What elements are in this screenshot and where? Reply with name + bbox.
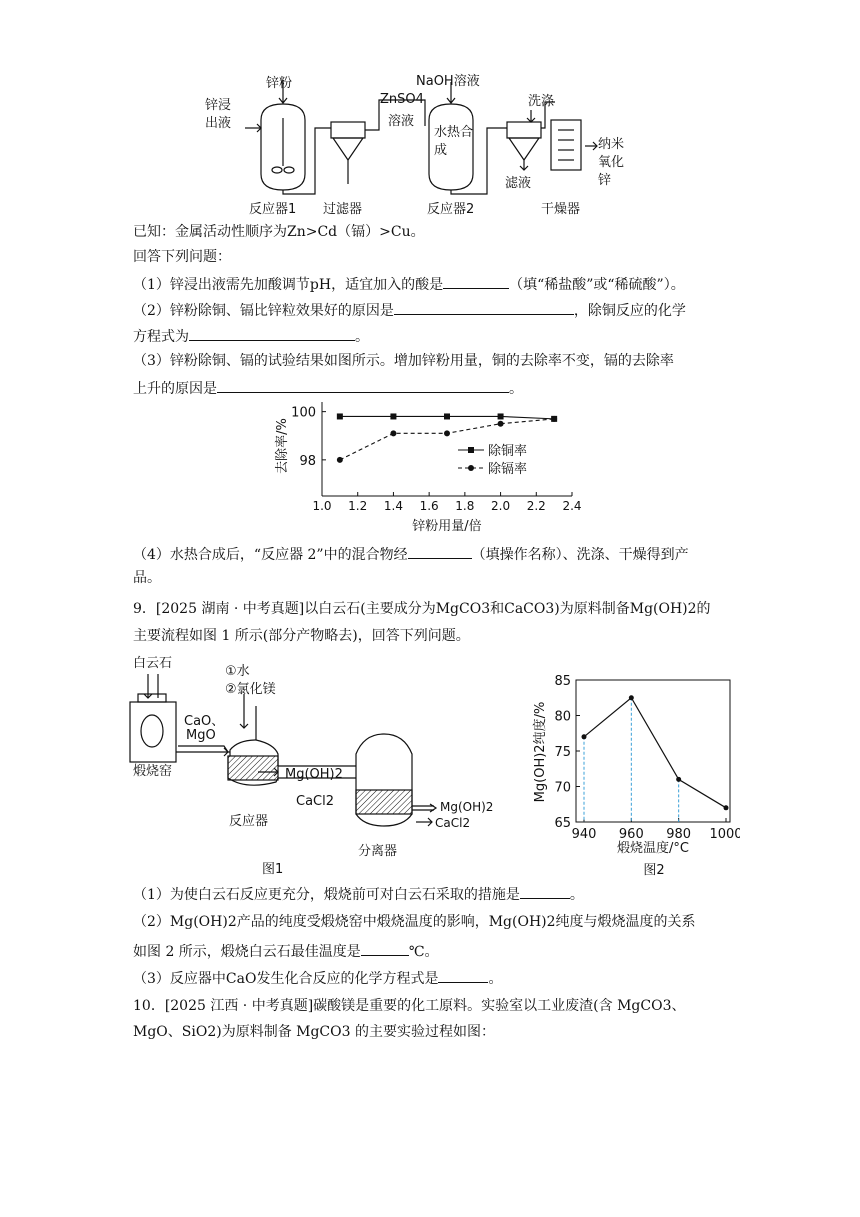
question-8-1 bbox=[133, 273, 685, 295]
answer-intro: 回答下列问题： bbox=[133, 249, 231, 265]
legend-label: 除铜率 bbox=[488, 444, 528, 459]
cao-label: CaO、 bbox=[184, 714, 225, 729]
data-point bbox=[498, 413, 504, 419]
data-point bbox=[498, 421, 504, 427]
x-tick-label: 2.4 bbox=[562, 499, 582, 513]
output-cacl2-label: CaCl2 bbox=[435, 816, 471, 830]
question-9-2-line2-text: 如图 2 所示，煅烧白云石最佳温度是 bbox=[133, 944, 361, 960]
x-tick-label: 1.6 bbox=[419, 499, 439, 513]
question-8-3-line1: （3）锌粉除铜、镉的试验结果如图所示。增加锌粉用量，铜的去除率不变，镉的去除率 bbox=[133, 353, 674, 369]
question-8-2-line2-tail: 。 bbox=[355, 329, 369, 345]
filter-label: 过滤器 bbox=[323, 202, 363, 217]
question-8-2-text: （2）锌粉除铜、镉比锌粒效果好的原因是 bbox=[133, 303, 394, 319]
output-mgoh2-label: Mg(OH)2 bbox=[440, 800, 494, 814]
y-tick-label: 75 bbox=[554, 745, 571, 760]
x-tick-label: 1.8 bbox=[455, 499, 475, 513]
leach-liquid-label: 锌浸出液 bbox=[205, 98, 232, 131]
question-8-3-line2-tail: 。 bbox=[509, 381, 523, 397]
y-tick-label: 85 bbox=[554, 674, 571, 689]
chart-title: 图2 bbox=[643, 863, 665, 878]
question-9-3 bbox=[133, 967, 502, 989]
legend-marker bbox=[468, 447, 474, 453]
answer-blank[interactable] bbox=[520, 883, 570, 899]
x-tick-label: 1.4 bbox=[383, 499, 403, 513]
x-tick-label: 2.0 bbox=[491, 499, 511, 513]
question-8-1-text: （1）锌浸出液需先加酸调节pH，适宜加入的酸是 bbox=[133, 277, 444, 293]
answer-blank[interactable] bbox=[408, 543, 472, 559]
data-point bbox=[444, 413, 450, 419]
data-point bbox=[337, 413, 343, 419]
question-9-2-line2 bbox=[133, 940, 438, 962]
wash-label: 洗涤 bbox=[528, 94, 555, 109]
removal-rate-chart bbox=[270, 398, 590, 544]
question-9-3-tail: 。 bbox=[488, 971, 503, 987]
y-axis-label: Mg(OH)2纯度/% bbox=[533, 701, 548, 803]
data-point bbox=[390, 430, 396, 436]
naoh-label: NaOH溶液 bbox=[416, 74, 480, 89]
zinc-powder-label: 锌粉 bbox=[266, 76, 293, 91]
data-point bbox=[444, 430, 450, 436]
question-8-4-line1 bbox=[133, 543, 689, 565]
question-8-4-line2: 品。 bbox=[133, 570, 161, 586]
purity-chart bbox=[530, 668, 740, 884]
reactor2-label: 反应器2 bbox=[427, 202, 475, 217]
znso4-label bbox=[380, 92, 424, 107]
filtrate-label: 滤液 bbox=[505, 176, 532, 191]
water-label: ①水 bbox=[225, 664, 250, 679]
figure-1-caption: 图1 bbox=[262, 862, 284, 877]
x-tick-label: 960 bbox=[618, 827, 644, 842]
question-9-3-text: （3）反应器中CaO发生化合反应的化学方程式是 bbox=[133, 971, 439, 987]
legend-label: 除镉率 bbox=[488, 462, 528, 477]
legend-marker bbox=[468, 465, 474, 471]
y-tick-label: 70 bbox=[554, 780, 571, 796]
removal-rate-chart-svg bbox=[270, 398, 590, 540]
question-9-1 bbox=[133, 883, 584, 905]
separator-label: 分离器 bbox=[358, 844, 398, 859]
question-8-3-line2-text: 上升的原因是 bbox=[133, 381, 217, 397]
x-tick-label: 1000 bbox=[709, 827, 740, 842]
known-line: 已知：金属活动性顺序为Zn>Cd（镉）>Cu。 bbox=[133, 224, 425, 240]
reactor1-label: 反应器1 bbox=[249, 202, 297, 217]
answer-blank[interactable] bbox=[189, 325, 355, 341]
question-8-2-line2-text: 方程式为 bbox=[133, 329, 189, 345]
znso4-text: ZnSO4 bbox=[380, 92, 424, 107]
x-axis-label: 煅烧温度/°C bbox=[617, 841, 689, 856]
question-9-1-text: （1）为使白云石反应更充分，煅烧前可对白云石采取的措施是 bbox=[133, 887, 520, 903]
question-8-2-line2 bbox=[133, 325, 369, 347]
y-tick-label: 98 bbox=[299, 453, 316, 469]
x-tick-label: 940 bbox=[571, 827, 597, 842]
kiln-label: 煅烧窑 bbox=[133, 764, 173, 779]
question-8-2-line1 bbox=[133, 299, 686, 321]
plot-frame bbox=[576, 680, 730, 822]
y-tick-label: 65 bbox=[554, 816, 571, 831]
question-9-1-tail: 。 bbox=[569, 887, 584, 903]
question-9-2-line1: （2）Mg(OH)2产品的纯度受煅烧窑中煅烧温度的影响，Mg(OH)2纯度与煅烧温度的关系 bbox=[133, 914, 696, 930]
x-tick-label: 1.2 bbox=[348, 499, 368, 513]
problem-9-line2: 主要流程如图 1 所示(部分产物略去)，回答下列问题。 bbox=[133, 628, 470, 644]
dryer-label: 干燥器 bbox=[541, 202, 581, 217]
question-8-1-tail: （填“稀盐酸”或“稀硫酸”）。 bbox=[509, 277, 685, 293]
answer-blank[interactable] bbox=[438, 967, 488, 983]
problem-10-line1: 10．[2025 江西 · 中考真题]碳酸镁是重要的化工原料。实验室以工业废渣(含 MgCO3、 bbox=[133, 998, 686, 1014]
data-point bbox=[724, 805, 729, 810]
x-tick-label: 2.2 bbox=[526, 499, 546, 513]
question-8-3-line2 bbox=[133, 377, 523, 399]
mgo-label: MgO bbox=[186, 728, 216, 743]
dolomite-label: 白云石 bbox=[133, 656, 173, 671]
purity-chart-svg bbox=[530, 668, 740, 880]
mgoh2-label: Mg(OH)2 bbox=[285, 767, 343, 782]
answer-blank[interactable] bbox=[217, 377, 509, 393]
nano-zno-label: 纳米氧化锌 bbox=[598, 137, 625, 188]
answer-blank[interactable] bbox=[361, 940, 409, 956]
answer-blank[interactable] bbox=[443, 273, 509, 289]
cacl2-label: CaCl2 bbox=[296, 794, 335, 809]
data-point bbox=[551, 416, 557, 422]
solution-label: 溶液 bbox=[388, 114, 415, 129]
data-point bbox=[629, 695, 634, 700]
question-8-4-tail: （填操作名称）、洗涤、干燥得到产 bbox=[471, 547, 689, 563]
x-tick-label: 1.0 bbox=[312, 499, 332, 513]
y-tick-label: 80 bbox=[554, 709, 571, 725]
y-tick-label: 100 bbox=[291, 405, 316, 421]
problem-10-line2: MgO、SiO2)为原料制备 MgCO3 的主要实验过程如图： bbox=[133, 1024, 495, 1040]
question-9-2-line2-tail: ℃。 bbox=[408, 944, 439, 960]
problem-9-line1: 9．[2025 湖南 · 中考真题]以白云石(主要成分为MgCO3和CaCO3)为原料制备Mg(OH)2的 bbox=[133, 601, 711, 617]
x-tick-label: 980 bbox=[666, 827, 692, 842]
reactor-label: 反应器 bbox=[229, 814, 269, 829]
mgcl2-label: ②氯化镁 bbox=[225, 682, 276, 697]
data-point bbox=[337, 457, 343, 463]
data-point bbox=[582, 734, 587, 739]
hydrothermal-label: 水热合成 bbox=[434, 125, 474, 158]
y-axis-label: 去除率/% bbox=[275, 418, 290, 474]
data-point bbox=[390, 413, 396, 419]
data-point bbox=[676, 777, 681, 782]
answer-blank[interactable] bbox=[394, 299, 574, 315]
question-8-2-tail: ，除铜反应的化学 bbox=[573, 303, 686, 319]
question-8-4-text: （4）水热合成后，“反应器 2”中的混合物经 bbox=[133, 547, 408, 563]
series-line bbox=[584, 698, 726, 808]
x-axis-label: 锌粉用量/倍 bbox=[412, 519, 482, 534]
